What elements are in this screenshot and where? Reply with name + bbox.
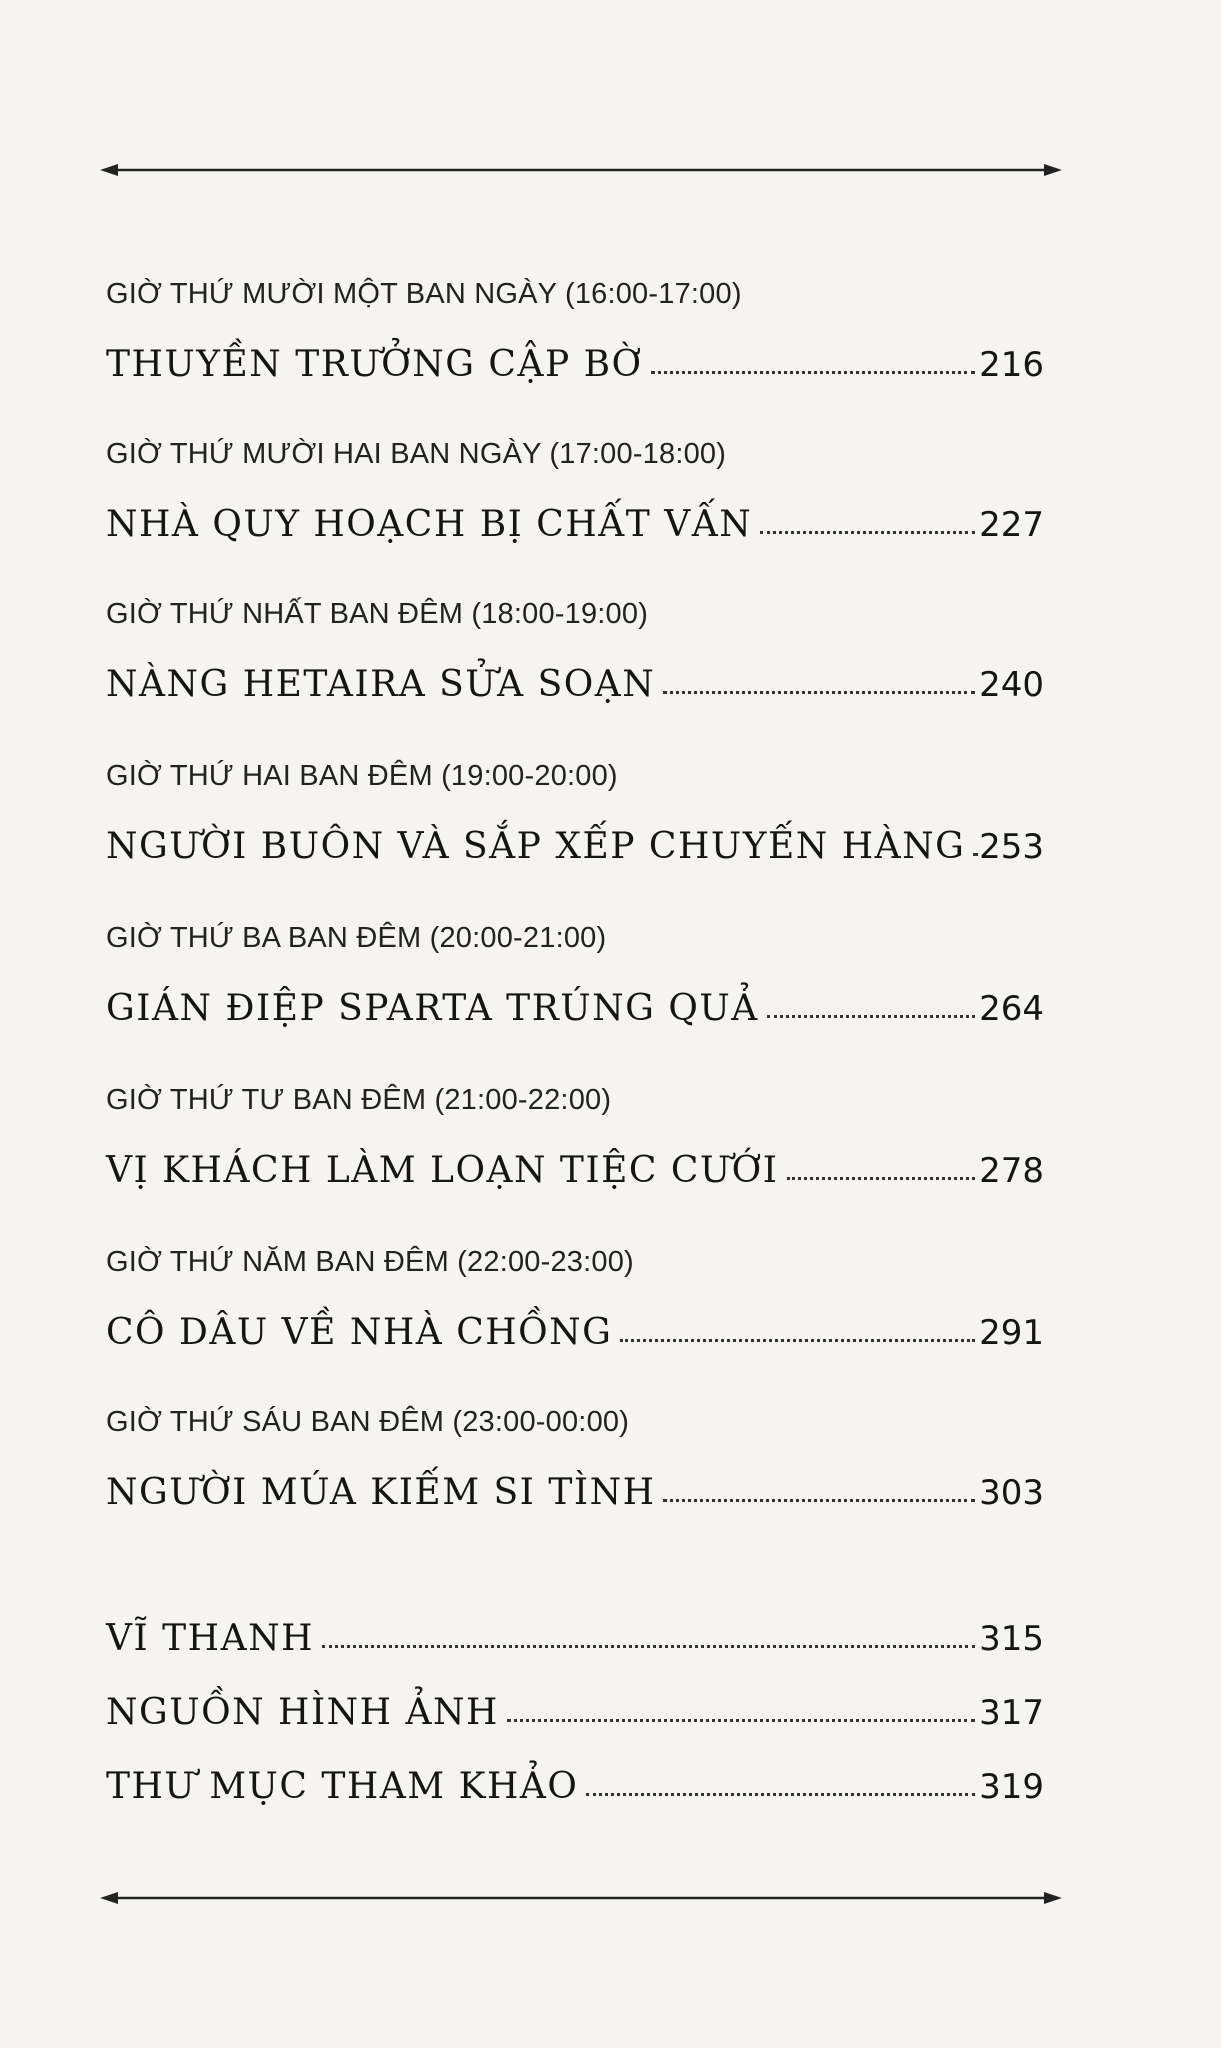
toc-entry-page: 303 [979,1473,1044,1513]
toc-entry-title: THUYỀN TRƯỞNG CẬP BỜ [106,344,643,385]
bottom-arrow-divider [100,1890,1062,1906]
toc-entry-title: VỊ KHÁCH LÀM LOẠN TIỆC CƯỚI [106,1150,779,1191]
toc-entry-back-matter[interactable] [106,1766,1044,1807]
toc-entry[interactable] [106,988,1044,1029]
toc-entry-page: 317 [979,1693,1044,1733]
toc-entry-title: NÀNG HETAIRA SỬA SOẠN [106,664,656,705]
dot-leader [767,1011,975,1018]
dot-leader [760,527,975,534]
toc-entry[interactable] [106,1312,1044,1353]
toc-entry-title: VĨ THANH [106,1618,314,1659]
toc-entry-title: NHÀ QUY HOẠCH BỊ CHẤT VẤN [106,504,753,545]
section-time-label: GIỜ THỨ MƯỜI HAI BAN NGÀY (17:00-18:00) [106,438,727,470]
toc-entry-page: 264 [979,989,1044,1029]
toc-entry-title: NGƯỜI BUÔN VÀ SẮP XẾP CHUYẾN HÀNG [106,826,966,867]
dot-leader [651,367,976,374]
toc-entry-page: 227 [979,505,1044,545]
dot-leader [507,1715,975,1722]
dot-leader [663,1495,975,1502]
toc-entry-title: GIÁN ĐIỆP SPARTA TRÚNG QUẢ [106,988,759,1029]
toc-entry[interactable] [106,1472,1044,1513]
dot-leader [586,1789,975,1796]
toc-entry-title: NGUỒN HÌNH ẢNH [106,1692,499,1733]
toc-entry-page: 315 [979,1619,1044,1659]
section-time-label: GIỜ THỨ NĂM BAN ĐÊM (22:00-23:00) [106,1246,634,1278]
toc-entry[interactable] [106,826,1044,867]
section-time-label: GIỜ THỨ HAI BAN ĐÊM (19:00-20:00) [106,760,618,792]
dot-leader [620,1335,975,1342]
section-time-label: GIỜ THỨ TƯ BAN ĐÊM (21:00-22:00) [106,1084,612,1116]
toc-entry[interactable] [106,664,1044,705]
section-time-label: GIỜ THỨ SÁU BAN ĐÊM (23:00-00:00) [106,1406,630,1438]
toc-entry-title: CÔ DÂU VỀ NHÀ CHỒNG [106,1312,613,1353]
top-arrow-divider [100,162,1062,178]
toc-entry-page: 278 [979,1151,1044,1191]
toc-entry[interactable] [106,344,1044,385]
toc-entry-title: NGƯỜI MÚA KIẾM SI TÌNH [106,1472,656,1513]
dot-leader [973,849,975,856]
toc-entry-page: 291 [979,1313,1044,1353]
toc-entry-page: 319 [979,1767,1044,1807]
toc-entry-page: 240 [979,665,1044,705]
dot-leader [663,687,975,694]
toc-entry[interactable] [106,1150,1044,1191]
toc-entry-back-matter[interactable] [106,1692,1044,1733]
section-time-label: GIỜ THỨ NHẤT BAN ĐÊM (18:00-19:00) [106,598,649,630]
toc-entry-back-matter[interactable] [106,1618,1044,1659]
dot-leader [322,1641,975,1648]
toc-entry-title: THƯ MỤC THAM KHẢO [106,1766,579,1807]
toc-entry-page: 216 [979,345,1044,385]
dot-leader [787,1173,976,1180]
toc-entry[interactable] [106,504,1044,545]
section-time-label: GIỜ THỨ BA BAN ĐÊM (20:00-21:00) [106,922,607,954]
section-time-label: GIỜ THỨ MƯỜI MỘT BAN NGÀY (16:00-17:00) [106,278,742,310]
toc-entry-page: 253 [979,827,1044,867]
